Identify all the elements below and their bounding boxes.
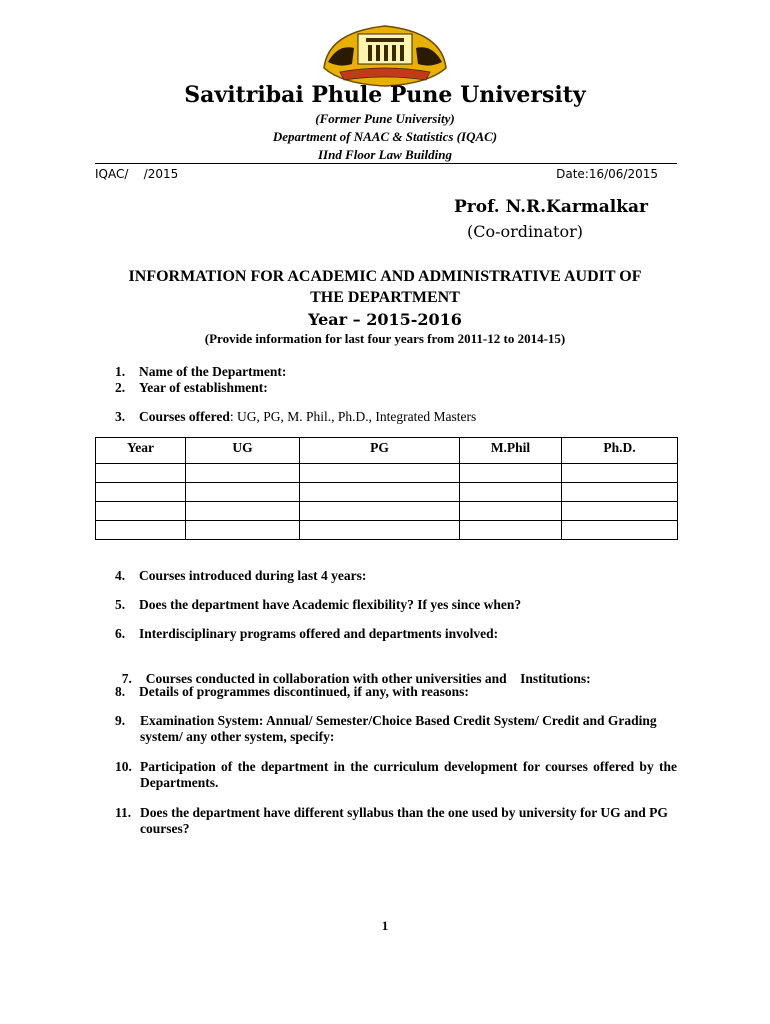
item-text: Details of programmes discontinued, if any, with reasons:	[139, 684, 469, 699]
item-different-syllabus	[115, 805, 677, 837]
table-cell[interactable]	[562, 483, 678, 502]
table-cell[interactable]	[460, 521, 562, 540]
building-name: IInd Floor Law Building	[317, 147, 453, 162]
header-divider	[95, 163, 677, 164]
table-cell[interactable]	[186, 464, 300, 483]
item-curriculum-participation	[115, 759, 677, 791]
item-courses-introduced	[115, 568, 366, 584]
document-title-line1: INFORMATION FOR ACADEMIC AND ADMINISTRATIVE AUDIT OF	[128, 268, 642, 285]
item-number: 3.	[115, 409, 126, 424]
item-text: Participation of the department in the curriculum development for courses offered by the Departments.	[140, 759, 677, 790]
header-pg: PG	[300, 438, 460, 464]
item-academic-flexibility	[115, 597, 521, 613]
table-cell[interactable]	[460, 464, 562, 483]
item-text: : UG, PG, M. Phil., Ph.D., Integrated Masters	[229, 409, 477, 424]
table-cell[interactable]	[562, 521, 678, 540]
table-row	[96, 521, 678, 540]
item-number: 4.	[115, 568, 126, 583]
table-cell[interactable]	[300, 464, 460, 483]
item-text: Does the department have different syllabus than the one used by university for UG and PG courses?	[140, 805, 668, 836]
table-cell[interactable]	[300, 521, 460, 540]
table-cell[interactable]	[460, 483, 562, 502]
university-logo	[318, 18, 452, 92]
coordinator-role: (Co-ordinator)	[467, 222, 583, 241]
table-row	[96, 483, 678, 502]
header-phd: Ph.D.	[562, 438, 678, 464]
item-text: Courses introduced during last 4 years:	[139, 568, 367, 583]
academic-year: Year – 2015-2016	[308, 310, 462, 329]
table-row	[96, 464, 678, 483]
header-ug: UG	[186, 438, 300, 464]
table-cell[interactable]	[300, 502, 460, 521]
item-number: 9.	[115, 713, 126, 728]
table-cell[interactable]	[96, 483, 186, 502]
table-cell[interactable]	[460, 502, 562, 521]
item-number: 11.	[115, 805, 132, 820]
table-cell[interactable]	[186, 483, 300, 502]
table-cell[interactable]	[562, 502, 678, 521]
item-number: 6.	[115, 626, 126, 641]
item-collaboration	[115, 655, 591, 687]
item-number: 7.	[121, 671, 132, 686]
table-cell[interactable]	[96, 502, 186, 521]
document-title-line2: THE DEPARTMENT	[310, 289, 460, 306]
item-number: 5.	[115, 597, 126, 612]
former-name: (Former Pune University)	[315, 111, 455, 126]
table-cell[interactable]	[186, 521, 300, 540]
item-number: 2.	[115, 380, 126, 395]
item-text: Year of establishment:	[139, 380, 268, 395]
table-cell[interactable]	[96, 464, 186, 483]
item-text: Does the department have Academic flexibility? If yes since when?	[139, 597, 522, 612]
instruction-note: (Provide information for last four years from 2011-12 to 2014-15)	[204, 331, 566, 346]
table-cell[interactable]	[96, 521, 186, 540]
item-interdisciplinary	[115, 626, 498, 642]
table-cell[interactable]	[186, 502, 300, 521]
item-examination-system	[115, 713, 677, 745]
table-header-row	[96, 438, 678, 464]
item-text: Name of the Department:	[139, 364, 287, 379]
item-courses-offered	[115, 409, 476, 425]
document-date: Date:16/06/2015	[556, 167, 658, 181]
item-text: Interdisciplinary programs offered and departments involved:	[139, 626, 499, 641]
item-department-name	[115, 364, 286, 380]
reference-number: IQAC/ /2015	[95, 167, 179, 181]
courses-table	[95, 437, 678, 540]
item-number: 1.	[115, 364, 126, 379]
table-row	[96, 502, 678, 521]
header-year: Year	[96, 438, 186, 464]
page-number: 1	[381, 918, 389, 933]
item-discontinued	[115, 684, 469, 700]
header-mphil: M.Phil	[460, 438, 562, 464]
table-cell[interactable]	[562, 464, 678, 483]
department-name: Department of NAAC & Statistics (IQAC)	[272, 129, 498, 144]
item-label: Courses offered	[139, 409, 230, 424]
item-number: 8.	[115, 684, 126, 699]
table-cell[interactable]	[300, 483, 460, 502]
coordinator-name: Prof. N.R.Karmalkar	[454, 197, 648, 217]
item-text: Examination System: Annual/ Semester/Choice Based Credit System/ Credit and Grading system/ any other system, specify:	[140, 713, 657, 744]
item-number: 10.	[115, 759, 132, 774]
item-year-established	[115, 380, 268, 396]
item-text: Courses conducted in collaboration with other universities and Institutions:	[145, 671, 591, 686]
university-name: Savitribai Phule Pune University	[184, 82, 586, 108]
